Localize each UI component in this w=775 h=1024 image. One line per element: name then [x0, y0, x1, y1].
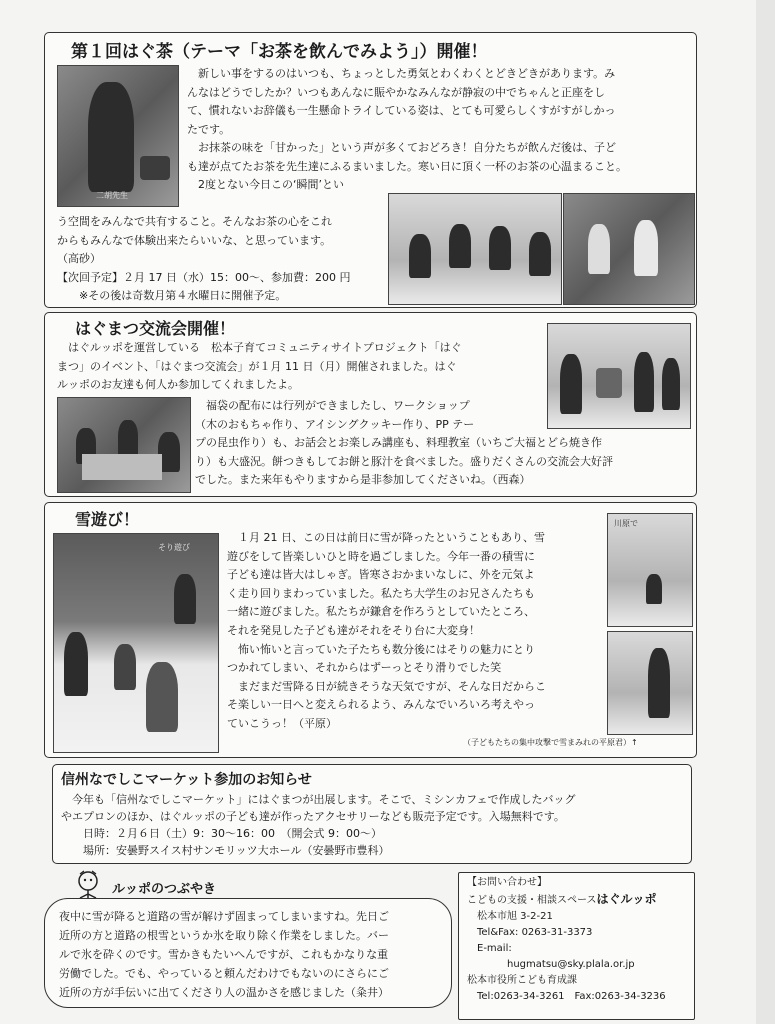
text-line: （木のおもちゃ作り、アイシングクッキー作り、PP テー	[195, 417, 475, 431]
tea-body-lower	[57, 213, 387, 306]
text-line: 夜中に雪が降ると道路の雪が解けず固まってしまいますね。先日ご	[59, 910, 389, 923]
text-line: はぐルッポを運営している 松本子育てコミュニティサイトプロジェクト「はぐ	[68, 341, 462, 354]
text-line: 日時：２月６日（土）9：30～16：00 （開会式 9：00～）	[83, 827, 382, 840]
text-line: 一緒に遊びました。私たちが鎌倉を作ろうとしていたところ、	[227, 605, 535, 619]
contact-address: 松本市旭 3-2-21	[477, 911, 553, 922]
text-line: 【次回予定】２月 17 日（水）15：00～、参加費：200 円	[57, 270, 351, 284]
text-line: 今年も「信州なでしこマーケット」にはぐまつが出展します。そこで、ミシンカフェで作成したバッグ	[72, 793, 576, 806]
tea-title: 第１回はぐ茶（テーマ「お茶を飲んでみよう」）開催！	[71, 42, 488, 62]
snow-body	[227, 529, 597, 734]
tea-section	[44, 32, 697, 308]
tsubuyaki-section	[44, 898, 452, 1008]
text-line: そ楽しい一日へと変えられるよう、みんなでいろいろ考えやっ	[227, 698, 535, 712]
text-line: お抹茶の味を「甘かった」という声が多くておどろき！自分たちが飲んだ後は、子ど	[198, 141, 616, 154]
contact-section	[458, 872, 695, 1020]
text-line: 福袋の配布には行列ができましたし、ワークショップ	[206, 399, 470, 412]
exchange-body-lower	[195, 397, 695, 490]
sledding-photo-caption: そり遊び	[158, 543, 190, 552]
text-line: 子ども達は皆大はしゃぎ。皆寒さおかまいなしに、外を元気よ	[227, 568, 535, 582]
sledding-photo	[53, 533, 219, 753]
text-line: り）も大盛況。餅つきもしてお餅と豚汁を食べました。盛りだくさんの交流会大好評	[195, 454, 613, 468]
text-line: 2度とない今日この‘瞬間’とい	[198, 178, 344, 191]
text-line: 近所の方と道路の根雪というか氷を取り除く作業をしました。バー	[59, 929, 389, 942]
contact-body	[467, 875, 693, 1005]
tsubuyaki-title: ルッポのつぶやき	[112, 882, 217, 897]
tea-body-upper	[187, 65, 693, 195]
text-line: ていこうっ！（平原）	[227, 716, 337, 730]
snowball-photo	[607, 631, 693, 735]
contact-header: 【お問い合わせ】	[467, 877, 547, 888]
text-line: て、慣れないお辞儀も一生懸命トライしている姿は、とても可愛らしくすがすがしかっ	[187, 104, 616, 117]
text-line: たです。	[187, 122, 231, 136]
page-edge	[756, 0, 775, 1024]
text-line: まだまだ雪降る日が続きそうな天気ですが、そんな日だからこ	[238, 679, 546, 693]
contact-email[interactable]: hugmatsu@sky.plala.or.jp	[507, 959, 635, 970]
riverside-photo	[607, 513, 693, 627]
contact-email-label: E-mail:	[477, 943, 512, 954]
text-line: でした。また来年もやりますから是非参加してくださいね。（西森）	[195, 473, 531, 486]
exchange-indoor-photo	[57, 397, 191, 493]
text-line: う空間をみんなで共有すること。そんなお茶の心をこれ	[57, 215, 332, 228]
tea-teacher-photo	[57, 65, 179, 207]
market-body	[61, 791, 687, 859]
exchange-section	[44, 312, 697, 497]
contact-org-prefix: こどもの支援・相談スペース	[467, 895, 597, 906]
text-line: ルッポのお友達も何人か参加してくれましたよ。	[57, 378, 299, 391]
text-line: １月 21 日、この日は前日に雪が降ったということもあり、雪	[238, 531, 545, 544]
text-line: 怖い怖いと言っていた子たちも数分後にはそりの魅力にとり	[238, 642, 535, 656]
text-line: 新しい事をするのはいつも、ちょっとした勇気とわくわくとどきどきがあります。み	[198, 67, 616, 80]
text-line: んなはどうでしたか？いつもあんなに賑やかなみんなが静寂の中でちゃんと正座をし	[187, 85, 605, 99]
text-line: ルで氷を砕くのです。雪かきもたいへんですが、これもかなりな重	[59, 948, 389, 961]
text-line: 場所：安曇野スイス村サンモリッツ大ホール（安曇野市豊科）	[83, 844, 390, 857]
market-title: 信州なでしこマーケット参加のお知らせ	[61, 772, 312, 788]
market-section	[52, 764, 692, 864]
text-line: 遊びをして皆楽しいひと時を過ごしました。今年一番の積雪に	[227, 549, 535, 563]
exchange-title: はぐまつ交流会開催！	[75, 319, 236, 338]
tea-photo-caption: 二胡先生	[96, 191, 128, 200]
snow-title: 雪遊び！	[75, 510, 140, 529]
text-line: それを発見した子ども達がそれをそり台に大変身！	[227, 623, 480, 637]
contact-org	[467, 891, 693, 909]
text-line: 近所の方が手伝いに出てくださり人の温かさを感じました（粂井）	[59, 986, 389, 999]
text-line: ※その後は奇数月第４水曜日に開催予定。	[79, 289, 287, 302]
text-line: プの昆虫作り）も、お話会とお楽しみ講座も、料理教室（いちご大福とどら焼き作	[195, 436, 602, 449]
text-line: やエプロンのほか、はぐルッポの子ども達が作ったアクセサリーなども販売予定です。入場無料です。	[61, 810, 565, 823]
tea-group-photo-1	[388, 193, 562, 305]
text-line: まつ」のイベント、「はぐまつ交流会」が１月 11 日（月）開催されました。はぐ	[57, 359, 457, 373]
text-line: からもみんなで体験出来たらいいな、と思っています。	[57, 233, 332, 247]
text-line: （高砂）	[57, 252, 101, 265]
contact-telfax: Tel&Fax: 0263-31-3373	[477, 927, 593, 938]
text-line: く走り回りまわっていました。私たち大学生のお兄さんたちも	[227, 586, 535, 600]
contact-city: 松本市役所こども育成課	[467, 975, 577, 986]
snow-section	[44, 502, 697, 758]
contact-org-name: はぐルッポ	[596, 892, 657, 906]
tsubuyaki-body	[59, 907, 443, 1002]
tea-group-photo-2	[563, 193, 695, 305]
text-line: も達が点てたお茶を先生達にふるまいました。寒い日に頂く一杯のお茶の心温まること。	[187, 159, 627, 173]
text-line: 労働でした。でも、やっていると頼んだわけでもないのにさらにご	[59, 967, 389, 980]
contact-city-tel: Tel:0263-34-3261 Fax:0263-34-3236	[477, 991, 666, 1002]
exchange-body-upper	[57, 339, 549, 395]
text-line: つかれてしまい、それからはずーっとそり滑りでした笑	[227, 661, 502, 675]
snow-footnote: （子どもたちの集中攻撃で雪まみれの平原君）↑	[463, 738, 638, 747]
riverside-photo-caption: 川原で	[614, 519, 638, 528]
